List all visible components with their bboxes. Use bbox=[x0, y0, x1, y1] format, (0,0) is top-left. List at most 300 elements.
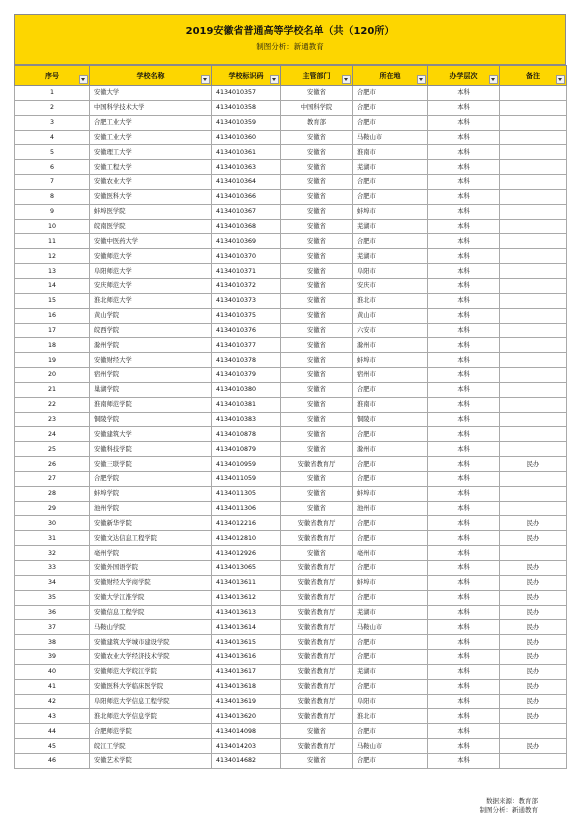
cell-school-code[interactable]: 4134010375 bbox=[212, 308, 281, 323]
cell-level[interactable]: 本科 bbox=[428, 353, 500, 368]
cell-location[interactable]: 芜湖市 bbox=[353, 249, 428, 264]
cell-location[interactable]: 池州市 bbox=[353, 501, 428, 516]
cell-school-code[interactable]: 4134010879 bbox=[212, 442, 281, 457]
cell-remark[interactable] bbox=[500, 175, 567, 190]
cell-school-name[interactable]: 安徽大学 bbox=[90, 86, 212, 101]
cell-location[interactable]: 滁州市 bbox=[353, 338, 428, 353]
cell-school-name[interactable]: 安徽财经大学商学院 bbox=[90, 575, 212, 590]
cell-remark[interactable] bbox=[500, 397, 567, 412]
cell-location[interactable]: 芜湖市 bbox=[353, 219, 428, 234]
cell-school-name[interactable]: 安徽科技学院 bbox=[90, 442, 212, 457]
cell-authority[interactable]: 安徽省 bbox=[281, 175, 353, 190]
cell-level[interactable]: 本科 bbox=[428, 264, 500, 279]
cell-school-code[interactable]: 4134010376 bbox=[212, 323, 281, 338]
cell-level[interactable]: 本科 bbox=[428, 709, 500, 724]
cell-authority[interactable]: 安徽省 bbox=[281, 323, 353, 338]
cell-remark[interactable] bbox=[500, 293, 567, 308]
cell-level[interactable]: 本科 bbox=[428, 575, 500, 590]
cell-location[interactable]: 芜湖市 bbox=[353, 664, 428, 679]
cell-authority[interactable]: 安徽省 bbox=[281, 160, 353, 175]
cell-level[interactable]: 本科 bbox=[428, 471, 500, 486]
cell-index[interactable]: 41 bbox=[15, 679, 90, 694]
cell-level[interactable]: 本科 bbox=[428, 753, 500, 768]
cell-remark[interactable]: 民办 bbox=[500, 561, 567, 576]
cell-level[interactable]: 本科 bbox=[428, 293, 500, 308]
cell-school-code[interactable]: 4134010367 bbox=[212, 204, 281, 219]
cell-level[interactable]: 本科 bbox=[428, 620, 500, 635]
cell-authority[interactable]: 安徽省 bbox=[281, 308, 353, 323]
cell-remark[interactable] bbox=[500, 546, 567, 561]
cell-school-code[interactable]: 4134013065 bbox=[212, 561, 281, 576]
cell-authority[interactable]: 安徽省 bbox=[281, 546, 353, 561]
cell-level[interactable]: 本科 bbox=[428, 486, 500, 501]
cell-remark[interactable] bbox=[500, 486, 567, 501]
cell-authority[interactable]: 安徽省 bbox=[281, 264, 353, 279]
cell-index[interactable]: 17 bbox=[15, 323, 90, 338]
filter-dropdown-icon[interactable] bbox=[417, 75, 426, 84]
cell-authority[interactable]: 安徽省 bbox=[281, 724, 353, 739]
cell-school-code[interactable]: 4134013618 bbox=[212, 679, 281, 694]
cell-remark[interactable] bbox=[500, 501, 567, 516]
cell-remark[interactable]: 民办 bbox=[500, 679, 567, 694]
cell-level[interactable]: 本科 bbox=[428, 546, 500, 561]
cell-level[interactable]: 本科 bbox=[428, 739, 500, 754]
cell-authority[interactable]: 教育部 bbox=[281, 115, 353, 130]
cell-authority[interactable]: 安徽省 bbox=[281, 234, 353, 249]
cell-school-name[interactable]: 安徽外国语学院 bbox=[90, 561, 212, 576]
cell-school-name[interactable]: 安徽文达信息工程学院 bbox=[90, 531, 212, 546]
cell-level[interactable]: 本科 bbox=[428, 679, 500, 694]
cell-location[interactable]: 合肥市 bbox=[353, 86, 428, 101]
cell-remark[interactable]: 民办 bbox=[500, 664, 567, 679]
cell-school-code[interactable]: 4134010380 bbox=[212, 382, 281, 397]
cell-school-name[interactable]: 安徽财经大学 bbox=[90, 353, 212, 368]
cell-school-name[interactable]: 阜阳师范大学信息工程学院 bbox=[90, 694, 212, 709]
filter-dropdown-icon[interactable] bbox=[201, 75, 210, 84]
cell-authority[interactable]: 安徽省 bbox=[281, 219, 353, 234]
cell-school-code[interactable]: 4134010377 bbox=[212, 338, 281, 353]
cell-school-code[interactable]: 4134013616 bbox=[212, 650, 281, 665]
cell-authority[interactable]: 安徽省教育厅 bbox=[281, 605, 353, 620]
cell-index[interactable]: 29 bbox=[15, 501, 90, 516]
cell-remark[interactable]: 民办 bbox=[500, 650, 567, 665]
cell-index[interactable]: 38 bbox=[15, 635, 90, 650]
cell-index[interactable]: 35 bbox=[15, 590, 90, 605]
cell-school-name[interactable]: 安庆师范大学 bbox=[90, 278, 212, 293]
cell-location[interactable]: 蚌埠市 bbox=[353, 575, 428, 590]
cell-remark[interactable]: 民办 bbox=[500, 531, 567, 546]
cell-school-name[interactable]: 亳州学院 bbox=[90, 546, 212, 561]
cell-index[interactable]: 2 bbox=[15, 100, 90, 115]
cell-index[interactable]: 26 bbox=[15, 457, 90, 472]
cell-remark[interactable]: 民办 bbox=[500, 516, 567, 531]
cell-school-name[interactable]: 铜陵学院 bbox=[90, 412, 212, 427]
cell-school-code[interactable]: 4134010359 bbox=[212, 115, 281, 130]
cell-level[interactable]: 本科 bbox=[428, 694, 500, 709]
cell-remark[interactable] bbox=[500, 145, 567, 160]
cell-authority[interactable]: 安徽省 bbox=[281, 145, 353, 160]
cell-level[interactable]: 本科 bbox=[428, 412, 500, 427]
cell-remark[interactable] bbox=[500, 382, 567, 397]
cell-index[interactable]: 32 bbox=[15, 546, 90, 561]
cell-authority[interactable]: 安徽省 bbox=[281, 397, 353, 412]
cell-school-code[interactable]: 4134010378 bbox=[212, 353, 281, 368]
cell-authority[interactable]: 安徽省教育厅 bbox=[281, 531, 353, 546]
cell-school-name[interactable]: 安徽信息工程学院 bbox=[90, 605, 212, 620]
cell-location[interactable]: 合肥市 bbox=[353, 471, 428, 486]
cell-school-code[interactable]: 4134014682 bbox=[212, 753, 281, 768]
cell-location[interactable]: 马鞍山市 bbox=[353, 130, 428, 145]
cell-school-name[interactable]: 马鞍山学院 bbox=[90, 620, 212, 635]
cell-school-name[interactable]: 淮南师范学院 bbox=[90, 397, 212, 412]
cell-level[interactable]: 本科 bbox=[428, 516, 500, 531]
cell-authority[interactable]: 安徽省 bbox=[281, 278, 353, 293]
cell-location[interactable]: 合肥市 bbox=[353, 382, 428, 397]
cell-location[interactable]: 马鞍山市 bbox=[353, 620, 428, 635]
cell-location[interactable]: 安庆市 bbox=[353, 278, 428, 293]
cell-index[interactable]: 22 bbox=[15, 397, 90, 412]
cell-school-code[interactable]: 4134013611 bbox=[212, 575, 281, 590]
cell-authority[interactable]: 安徽省 bbox=[281, 86, 353, 101]
cell-school-code[interactable]: 4134014098 bbox=[212, 724, 281, 739]
cell-level[interactable]: 本科 bbox=[428, 561, 500, 576]
cell-index[interactable]: 34 bbox=[15, 575, 90, 590]
cell-level[interactable]: 本科 bbox=[428, 442, 500, 457]
cell-remark[interactable]: 民办 bbox=[500, 620, 567, 635]
cell-school-name[interactable]: 蚌埠学院 bbox=[90, 486, 212, 501]
cell-school-name[interactable]: 阜阳师范大学 bbox=[90, 264, 212, 279]
filter-dropdown-icon[interactable] bbox=[342, 75, 351, 84]
cell-remark[interactable] bbox=[500, 264, 567, 279]
cell-location[interactable]: 淮南市 bbox=[353, 397, 428, 412]
cell-authority[interactable]: 安徽省教育厅 bbox=[281, 635, 353, 650]
cell-remark[interactable] bbox=[500, 427, 567, 442]
cell-school-code[interactable]: 4134014203 bbox=[212, 739, 281, 754]
cell-school-code[interactable]: 4134012216 bbox=[212, 516, 281, 531]
cell-level[interactable]: 本科 bbox=[428, 234, 500, 249]
cell-authority[interactable]: 安徽省 bbox=[281, 501, 353, 516]
cell-remark[interactable] bbox=[500, 412, 567, 427]
cell-school-code[interactable]: 4134010360 bbox=[212, 130, 281, 145]
cell-school-name[interactable]: 安徽艺术学院 bbox=[90, 753, 212, 768]
cell-index[interactable]: 12 bbox=[15, 249, 90, 264]
cell-location[interactable]: 合肥市 bbox=[353, 650, 428, 665]
cell-location[interactable]: 蚌埠市 bbox=[353, 353, 428, 368]
cell-remark[interactable] bbox=[500, 204, 567, 219]
cell-remark[interactable] bbox=[500, 724, 567, 739]
cell-location[interactable]: 马鞍山市 bbox=[353, 739, 428, 754]
cell-school-name[interactable]: 安徽工业大学 bbox=[90, 130, 212, 145]
cell-location[interactable]: 蚌埠市 bbox=[353, 204, 428, 219]
cell-authority[interactable]: 安徽省 bbox=[281, 427, 353, 442]
cell-remark[interactable]: 民办 bbox=[500, 635, 567, 650]
cell-remark[interactable] bbox=[500, 308, 567, 323]
cell-location[interactable]: 合肥市 bbox=[353, 189, 428, 204]
cell-school-name[interactable]: 黄山学院 bbox=[90, 308, 212, 323]
cell-index[interactable]: 42 bbox=[15, 694, 90, 709]
cell-remark[interactable] bbox=[500, 249, 567, 264]
cell-authority[interactable]: 安徽省教育厅 bbox=[281, 516, 353, 531]
cell-school-code[interactable]: 4134010361 bbox=[212, 145, 281, 160]
cell-school-code[interactable]: 4134010373 bbox=[212, 293, 281, 308]
cell-school-code[interactable]: 4134010368 bbox=[212, 219, 281, 234]
cell-index[interactable]: 20 bbox=[15, 368, 90, 383]
filter-dropdown-icon[interactable] bbox=[79, 75, 88, 84]
cell-level[interactable]: 本科 bbox=[428, 397, 500, 412]
cell-remark[interactable] bbox=[500, 115, 567, 130]
cell-remark[interactable] bbox=[500, 160, 567, 175]
cell-remark[interactable] bbox=[500, 338, 567, 353]
cell-location[interactable]: 铜陵市 bbox=[353, 412, 428, 427]
cell-school-code[interactable]: 4134013619 bbox=[212, 694, 281, 709]
cell-authority[interactable]: 安徽省 bbox=[281, 442, 353, 457]
cell-remark[interactable] bbox=[500, 368, 567, 383]
cell-index[interactable]: 16 bbox=[15, 308, 90, 323]
cell-school-code[interactable]: 4134012810 bbox=[212, 531, 281, 546]
cell-school-code[interactable]: 4134012926 bbox=[212, 546, 281, 561]
cell-location[interactable]: 合肥市 bbox=[353, 724, 428, 739]
cell-school-name[interactable]: 安徽医科大学 bbox=[90, 189, 212, 204]
cell-level[interactable]: 本科 bbox=[428, 323, 500, 338]
cell-school-name[interactable]: 皖江工学院 bbox=[90, 739, 212, 754]
cell-level[interactable]: 本科 bbox=[428, 204, 500, 219]
cell-index[interactable]: 36 bbox=[15, 605, 90, 620]
cell-remark[interactable]: 民办 bbox=[500, 694, 567, 709]
cell-school-name[interactable]: 滁州学院 bbox=[90, 338, 212, 353]
cell-index[interactable]: 46 bbox=[15, 753, 90, 768]
cell-school-code[interactable]: 4134011059 bbox=[212, 471, 281, 486]
cell-authority[interactable]: 安徽省 bbox=[281, 353, 353, 368]
cell-location[interactable]: 合肥市 bbox=[353, 175, 428, 190]
cell-remark[interactable] bbox=[500, 442, 567, 457]
cell-index[interactable]: 11 bbox=[15, 234, 90, 249]
cell-school-name[interactable]: 蚌埠医学院 bbox=[90, 204, 212, 219]
cell-school-code[interactable]: 4134010381 bbox=[212, 397, 281, 412]
cell-school-name[interactable]: 安徽中医药大学 bbox=[90, 234, 212, 249]
cell-school-name[interactable]: 安徽工程大学 bbox=[90, 160, 212, 175]
cell-level[interactable]: 本科 bbox=[428, 501, 500, 516]
cell-authority[interactable]: 安徽省教育厅 bbox=[281, 694, 353, 709]
cell-index[interactable]: 45 bbox=[15, 739, 90, 754]
cell-location[interactable]: 芜湖市 bbox=[353, 160, 428, 175]
cell-location[interactable]: 滁州市 bbox=[353, 442, 428, 457]
cell-school-name[interactable]: 安徽建筑大学 bbox=[90, 427, 212, 442]
cell-index[interactable]: 39 bbox=[15, 650, 90, 665]
cell-level[interactable]: 本科 bbox=[428, 308, 500, 323]
cell-authority[interactable]: 安徽省 bbox=[281, 412, 353, 427]
cell-location[interactable]: 宿州市 bbox=[353, 368, 428, 383]
cell-school-code[interactable]: 4134010379 bbox=[212, 368, 281, 383]
cell-location[interactable]: 合肥市 bbox=[353, 115, 428, 130]
cell-location[interactable]: 合肥市 bbox=[353, 635, 428, 650]
cell-school-name[interactable]: 安徽师范大学 bbox=[90, 249, 212, 264]
cell-authority[interactable]: 安徽省 bbox=[281, 486, 353, 501]
cell-location[interactable]: 合肥市 bbox=[353, 100, 428, 115]
cell-level[interactable]: 本科 bbox=[428, 145, 500, 160]
cell-level[interactable]: 本科 bbox=[428, 175, 500, 190]
cell-authority[interactable]: 安徽省 bbox=[281, 293, 353, 308]
cell-index[interactable]: 9 bbox=[15, 204, 90, 219]
cell-location[interactable]: 合肥市 bbox=[353, 234, 428, 249]
cell-school-name[interactable]: 皖西学院 bbox=[90, 323, 212, 338]
cell-level[interactable]: 本科 bbox=[428, 249, 500, 264]
cell-level[interactable]: 本科 bbox=[428, 382, 500, 397]
cell-level[interactable]: 本科 bbox=[428, 130, 500, 145]
cell-remark[interactable] bbox=[500, 130, 567, 145]
cell-school-code[interactable]: 4134011306 bbox=[212, 501, 281, 516]
cell-school-name[interactable]: 安徽农业大学 bbox=[90, 175, 212, 190]
cell-remark[interactable]: 民办 bbox=[500, 575, 567, 590]
cell-index[interactable]: 23 bbox=[15, 412, 90, 427]
cell-remark[interactable]: 民办 bbox=[500, 605, 567, 620]
cell-index[interactable]: 13 bbox=[15, 264, 90, 279]
cell-index[interactable]: 27 bbox=[15, 471, 90, 486]
cell-location[interactable]: 合肥市 bbox=[353, 561, 428, 576]
cell-location[interactable]: 蚌埠市 bbox=[353, 486, 428, 501]
cell-level[interactable]: 本科 bbox=[428, 278, 500, 293]
cell-level[interactable]: 本科 bbox=[428, 189, 500, 204]
cell-authority[interactable]: 安徽省教育厅 bbox=[281, 575, 353, 590]
cell-authority[interactable]: 安徽省教育厅 bbox=[281, 650, 353, 665]
cell-school-name[interactable]: 淮北师范大学信息学院 bbox=[90, 709, 212, 724]
cell-school-code[interactable]: 4134010878 bbox=[212, 427, 281, 442]
cell-school-code[interactable]: 4134010357 bbox=[212, 86, 281, 101]
cell-authority[interactable]: 安徽省教育厅 bbox=[281, 620, 353, 635]
cell-school-name[interactable]: 宿州学院 bbox=[90, 368, 212, 383]
filter-dropdown-icon[interactable] bbox=[489, 75, 498, 84]
cell-authority[interactable]: 安徽省 bbox=[281, 382, 353, 397]
cell-index[interactable]: 8 bbox=[15, 189, 90, 204]
cell-index[interactable]: 21 bbox=[15, 382, 90, 397]
cell-remark[interactable] bbox=[500, 219, 567, 234]
cell-level[interactable]: 本科 bbox=[428, 338, 500, 353]
cell-index[interactable]: 44 bbox=[15, 724, 90, 739]
cell-level[interactable]: 本科 bbox=[428, 86, 500, 101]
filter-dropdown-icon[interactable] bbox=[556, 75, 565, 84]
cell-school-name[interactable]: 安徽建筑大学城市建设学院 bbox=[90, 635, 212, 650]
cell-school-name[interactable]: 安徽三联学院 bbox=[90, 457, 212, 472]
cell-school-code[interactable]: 4134010959 bbox=[212, 457, 281, 472]
cell-authority[interactable]: 安徽省 bbox=[281, 204, 353, 219]
cell-remark[interactable]: 民办 bbox=[500, 590, 567, 605]
filter-dropdown-icon[interactable] bbox=[270, 75, 279, 84]
cell-level[interactable]: 本科 bbox=[428, 427, 500, 442]
cell-location[interactable]: 合肥市 bbox=[353, 427, 428, 442]
cell-remark[interactable] bbox=[500, 353, 567, 368]
cell-school-code[interactable]: 4134013620 bbox=[212, 709, 281, 724]
cell-location[interactable]: 阜阳市 bbox=[353, 694, 428, 709]
cell-location[interactable]: 芜湖市 bbox=[353, 605, 428, 620]
cell-location[interactable]: 淮南市 bbox=[353, 145, 428, 160]
cell-school-name[interactable]: 中国科学技术大学 bbox=[90, 100, 212, 115]
cell-school-code[interactable]: 4134013615 bbox=[212, 635, 281, 650]
cell-remark[interactable] bbox=[500, 234, 567, 249]
cell-location[interactable]: 淮北市 bbox=[353, 709, 428, 724]
cell-location[interactable]: 阜阳市 bbox=[353, 264, 428, 279]
cell-location[interactable]: 合肥市 bbox=[353, 590, 428, 605]
cell-index[interactable]: 1 bbox=[15, 86, 90, 101]
cell-school-name[interactable]: 合肥师范学院 bbox=[90, 724, 212, 739]
cell-index[interactable]: 10 bbox=[15, 219, 90, 234]
cell-level[interactable]: 本科 bbox=[428, 368, 500, 383]
cell-school-code[interactable]: 4134010364 bbox=[212, 175, 281, 190]
cell-location[interactable]: 合肥市 bbox=[353, 516, 428, 531]
cell-index[interactable]: 43 bbox=[15, 709, 90, 724]
cell-authority[interactable]: 安徽省教育厅 bbox=[281, 457, 353, 472]
cell-authority[interactable]: 安徽省 bbox=[281, 189, 353, 204]
cell-index[interactable]: 19 bbox=[15, 353, 90, 368]
cell-level[interactable]: 本科 bbox=[428, 590, 500, 605]
cell-authority[interactable]: 安徽省教育厅 bbox=[281, 590, 353, 605]
cell-school-name[interactable]: 安徽师范大学皖江学院 bbox=[90, 664, 212, 679]
cell-index[interactable]: 33 bbox=[15, 561, 90, 576]
cell-authority[interactable]: 安徽省 bbox=[281, 130, 353, 145]
cell-level[interactable]: 本科 bbox=[428, 219, 500, 234]
cell-school-code[interactable]: 4134010383 bbox=[212, 412, 281, 427]
cell-location[interactable]: 合肥市 bbox=[353, 531, 428, 546]
cell-level[interactable]: 本科 bbox=[428, 115, 500, 130]
cell-authority[interactable]: 中国科学院 bbox=[281, 100, 353, 115]
cell-remark[interactable]: 民办 bbox=[500, 457, 567, 472]
cell-location[interactable]: 亳州市 bbox=[353, 546, 428, 561]
cell-remark[interactable] bbox=[500, 753, 567, 768]
cell-level[interactable]: 本科 bbox=[428, 531, 500, 546]
cell-index[interactable]: 6 bbox=[15, 160, 90, 175]
cell-index[interactable]: 28 bbox=[15, 486, 90, 501]
cell-level[interactable]: 本科 bbox=[428, 605, 500, 620]
cell-school-name[interactable]: 安徽新华学院 bbox=[90, 516, 212, 531]
cell-school-code[interactable]: 4134010371 bbox=[212, 264, 281, 279]
cell-school-name[interactable]: 皖南医学院 bbox=[90, 219, 212, 234]
cell-location[interactable]: 合肥市 bbox=[353, 457, 428, 472]
cell-level[interactable]: 本科 bbox=[428, 635, 500, 650]
cell-authority[interactable]: 安徽省 bbox=[281, 471, 353, 486]
cell-location[interactable]: 合肥市 bbox=[353, 753, 428, 768]
cell-index[interactable]: 37 bbox=[15, 620, 90, 635]
cell-level[interactable]: 本科 bbox=[428, 664, 500, 679]
cell-index[interactable]: 40 bbox=[15, 664, 90, 679]
cell-authority[interactable]: 安徽省教育厅 bbox=[281, 679, 353, 694]
cell-school-name[interactable]: 安徽理工大学 bbox=[90, 145, 212, 160]
cell-school-name[interactable]: 淮北师范大学 bbox=[90, 293, 212, 308]
cell-school-code[interactable]: 4134010363 bbox=[212, 160, 281, 175]
cell-school-code[interactable]: 4134013614 bbox=[212, 620, 281, 635]
cell-school-code[interactable]: 4134011305 bbox=[212, 486, 281, 501]
cell-level[interactable]: 本科 bbox=[428, 650, 500, 665]
cell-level[interactable]: 本科 bbox=[428, 724, 500, 739]
cell-index[interactable]: 15 bbox=[15, 293, 90, 308]
cell-school-code[interactable]: 4134013613 bbox=[212, 605, 281, 620]
cell-school-name[interactable]: 安徽医科大学临床医学院 bbox=[90, 679, 212, 694]
cell-index[interactable]: 14 bbox=[15, 278, 90, 293]
cell-index[interactable]: 4 bbox=[15, 130, 90, 145]
cell-remark[interactable] bbox=[500, 86, 567, 101]
cell-school-name[interactable]: 合肥学院 bbox=[90, 471, 212, 486]
cell-location[interactable]: 淮北市 bbox=[353, 293, 428, 308]
cell-school-name[interactable]: 合肥工业大学 bbox=[90, 115, 212, 130]
cell-school-code[interactable]: 4134013612 bbox=[212, 590, 281, 605]
cell-remark[interactable] bbox=[500, 278, 567, 293]
cell-remark[interactable]: 民办 bbox=[500, 709, 567, 724]
cell-authority[interactable]: 安徽省教育厅 bbox=[281, 709, 353, 724]
cell-authority[interactable]: 安徽省 bbox=[281, 368, 353, 383]
cell-index[interactable]: 31 bbox=[15, 531, 90, 546]
cell-school-name[interactable]: 安徽农业大学经济技术学院 bbox=[90, 650, 212, 665]
cell-location[interactable]: 黄山市 bbox=[353, 308, 428, 323]
cell-location[interactable]: 六安市 bbox=[353, 323, 428, 338]
cell-school-code[interactable]: 4134010366 bbox=[212, 189, 281, 204]
cell-index[interactable]: 3 bbox=[15, 115, 90, 130]
